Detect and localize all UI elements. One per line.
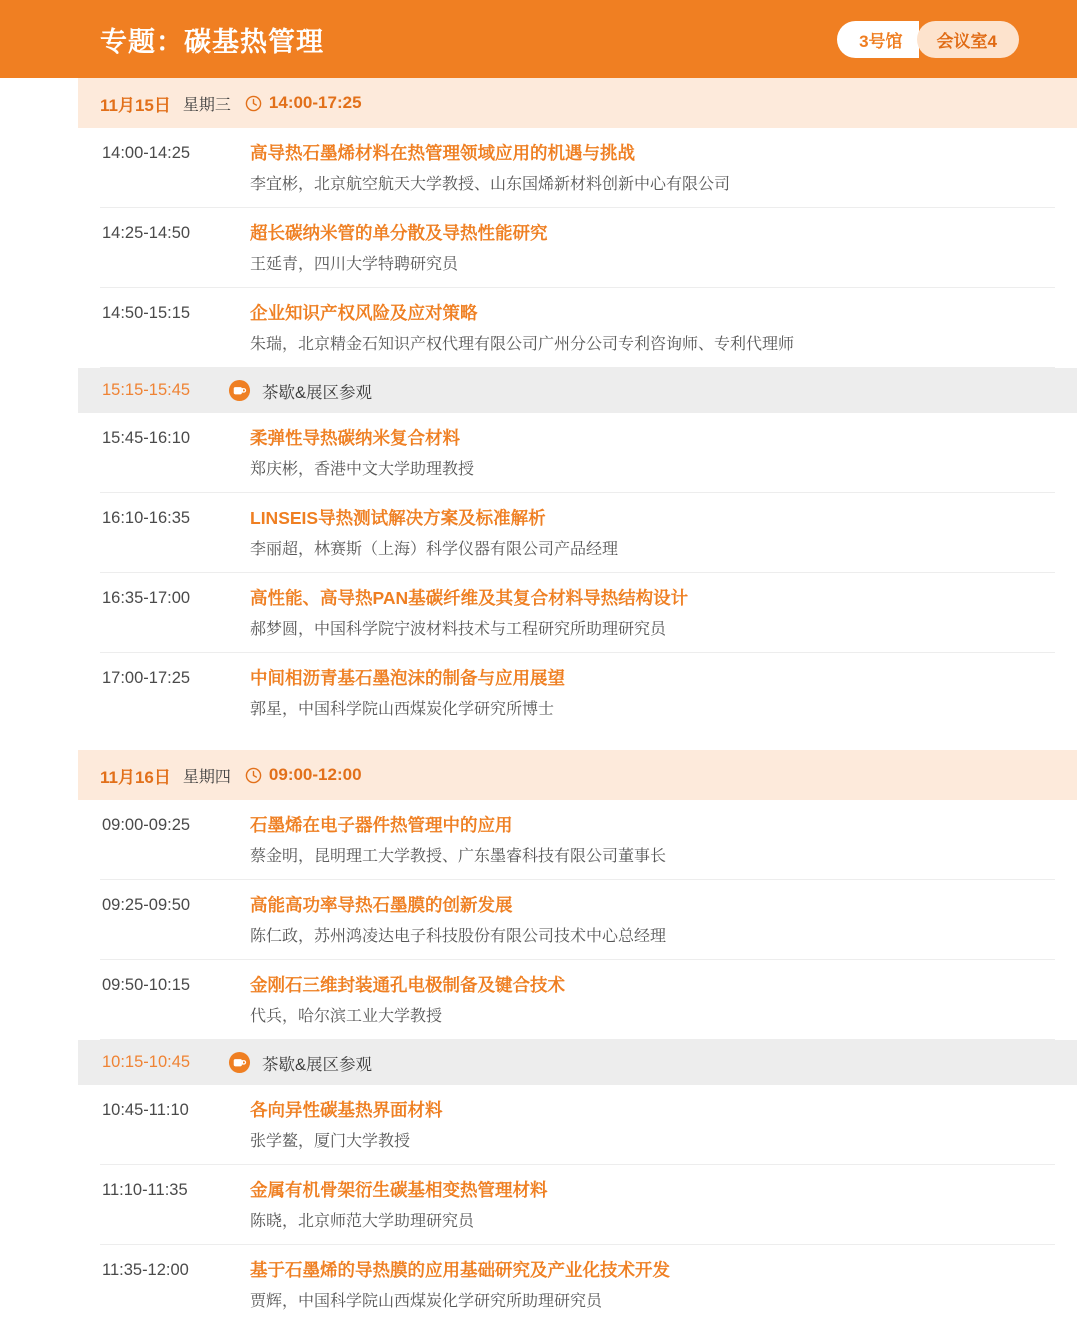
session-speaker: 李宜彬，北京航空航天大学教授、山东国烯新材料创新中心有限公司 bbox=[250, 175, 731, 193]
session-time: 10:45-11:10 bbox=[102, 1101, 189, 1120]
session-speaker: 张学鳌，厦门大学教授 bbox=[250, 1132, 411, 1150]
page-title: 专题：碳基热管理 bbox=[100, 26, 324, 57]
session-title: 高能高功率导热石墨膜的创新发展 bbox=[250, 895, 513, 916]
session-time: 09:00-09:25 bbox=[102, 816, 191, 835]
session-time: 16:35-17:00 bbox=[102, 589, 191, 608]
session-title: 金刚石三维封装通孔电极制备及键合技术 bbox=[250, 975, 565, 996]
session-body bbox=[250, 894, 1055, 948]
session-time: 17:00-17:25 bbox=[102, 669, 191, 688]
day-header-band bbox=[78, 750, 1077, 800]
day-time-range: 09:00-12:00 bbox=[268, 765, 362, 785]
session-title: 金属有机骨架衍生碳基相变热管理材料 bbox=[250, 1180, 548, 1201]
session-list bbox=[78, 800, 1077, 1324]
session-body bbox=[250, 222, 1055, 276]
session-time: 15:45-16:10 bbox=[102, 429, 191, 448]
session-body bbox=[250, 302, 1055, 356]
session-speaker: 郑庆彬，香港中文大学助理教授 bbox=[250, 460, 475, 478]
session-time: 09:25-09:50 bbox=[102, 896, 191, 915]
coffee-cup-icon bbox=[228, 379, 251, 402]
session-time: 14:50-15:15 bbox=[102, 304, 191, 323]
day-weekday: 星期三 bbox=[182, 96, 231, 114]
session-row bbox=[100, 1085, 1055, 1165]
session-time: 11:35-12:00 bbox=[102, 1261, 189, 1280]
session-title: 高性能、高导热PAN基碳纤维及其复合材料导热结构设计 bbox=[250, 588, 689, 609]
session-time: 09:50-10:15 bbox=[102, 976, 191, 995]
session-body bbox=[250, 142, 1055, 196]
session-body bbox=[250, 587, 1055, 641]
break-row bbox=[78, 368, 1077, 413]
session-body bbox=[250, 1259, 1055, 1313]
hall-badge: 3号馆 bbox=[837, 21, 918, 58]
session-row bbox=[100, 1245, 1055, 1324]
session-body bbox=[250, 507, 1055, 561]
session-time: 11:10-11:35 bbox=[102, 1181, 188, 1200]
session-title: 中间相沥青基石墨泡沫的制备与应用展望 bbox=[250, 668, 565, 689]
break-label: 茶歇&展区参观 bbox=[262, 1055, 373, 1074]
session-row bbox=[100, 653, 1055, 732]
session-speaker: 蔡金明，昆明理工大学教授、广东墨睿科技有限公司董事长 bbox=[250, 847, 667, 865]
session-title: 超长碳纳米管的单分散及导热性能研究 bbox=[250, 223, 548, 244]
session-title: 各向异性碳基热界面材料 bbox=[250, 1100, 443, 1121]
session-title: LINSEIS导热测试解决方案及标准解析 bbox=[250, 508, 546, 529]
day-date: 11月16日 bbox=[100, 767, 171, 787]
session-speaker: 陈仁政，苏州鸿凌达电子科技股份有限公司技术中心总经理 bbox=[250, 927, 667, 945]
session-speaker: 代兵，哈尔滨工业大学教授 bbox=[250, 1007, 443, 1025]
session-time: 14:25-14:50 bbox=[102, 224, 191, 243]
session-body bbox=[250, 974, 1055, 1028]
session-speaker: 陈晓，北京师范大学助理研究员 bbox=[250, 1212, 475, 1230]
day-date: 11月15日 bbox=[100, 95, 171, 115]
session-speaker: 郝梦圆，中国科学院宁波材料技术与工程研究所助理研究员 bbox=[250, 620, 667, 638]
break-time: 10:15-10:45 bbox=[102, 1053, 191, 1072]
session-row bbox=[100, 800, 1055, 880]
session-speaker: 朱瑞，北京精金石知识产权代理有限公司广州分公司专利咨询师、专利代理师 bbox=[250, 335, 795, 353]
session-row bbox=[100, 960, 1055, 1040]
room-badge: 会议室4 bbox=[917, 21, 1019, 58]
session-title: 石墨烯在电子器件热管理中的应用 bbox=[250, 815, 513, 836]
session-speaker: 郭星，中国科学院山西煤炭化学研究所博士 bbox=[250, 700, 555, 718]
session-body bbox=[250, 1099, 1055, 1153]
session-time: 16:10-16:35 bbox=[102, 509, 191, 528]
session-body bbox=[250, 427, 1055, 481]
clock-icon bbox=[245, 95, 262, 112]
page-header bbox=[0, 0, 1077, 78]
session-row bbox=[100, 880, 1055, 960]
session-list bbox=[78, 128, 1077, 732]
break-time: 15:15-15:45 bbox=[102, 381, 191, 400]
session-title: 高导热石墨烯材料在热管理领域应用的机遇与挑战 bbox=[250, 143, 635, 163]
session-body bbox=[250, 814, 1055, 868]
venue-pills bbox=[837, 21, 1019, 58]
session-body bbox=[250, 1179, 1055, 1233]
session-speaker: 李丽超，林赛斯（上海）科学仪器有限公司产品经理 bbox=[250, 540, 619, 558]
session-row bbox=[100, 573, 1055, 653]
coffee-cup-icon bbox=[228, 1051, 251, 1074]
session-title: 企业知识产权风险及应对策略 bbox=[250, 303, 478, 324]
session-row bbox=[100, 493, 1055, 573]
day-time-range: 14:00-17:25 bbox=[268, 93, 362, 112]
break-row bbox=[78, 1040, 1077, 1085]
session-row bbox=[100, 1165, 1055, 1245]
session-title: 柔弹性导热碳纳米复合材料 bbox=[250, 428, 460, 449]
session-row bbox=[100, 288, 1055, 368]
day-weekday: 星期四 bbox=[182, 768, 231, 786]
session-speaker: 贾辉，中国科学院山西煤炭化学研究所助理研究员 bbox=[250, 1292, 603, 1310]
session-title: 基于石墨烯的导热膜的应用基础研究及产业化技术开发 bbox=[250, 1260, 670, 1281]
session-speaker: 王延青，四川大学特聘研究员 bbox=[250, 255, 459, 273]
day-header-band bbox=[78, 78, 1077, 128]
clock-icon bbox=[245, 767, 262, 784]
break-label: 茶歇&展区参观 bbox=[262, 383, 373, 402]
session-row bbox=[100, 413, 1055, 493]
day-spacer bbox=[78, 732, 1077, 750]
session-row bbox=[100, 128, 1055, 208]
agenda-content bbox=[78, 78, 1077, 1324]
days-container bbox=[78, 78, 1077, 1324]
left-orange-rail bbox=[0, 0, 78, 1175]
session-row bbox=[100, 208, 1055, 288]
session-body bbox=[250, 667, 1055, 721]
left-rail-white-strip bbox=[0, 78, 78, 1175]
session-time: 14:00-14:25 bbox=[102, 144, 191, 162]
